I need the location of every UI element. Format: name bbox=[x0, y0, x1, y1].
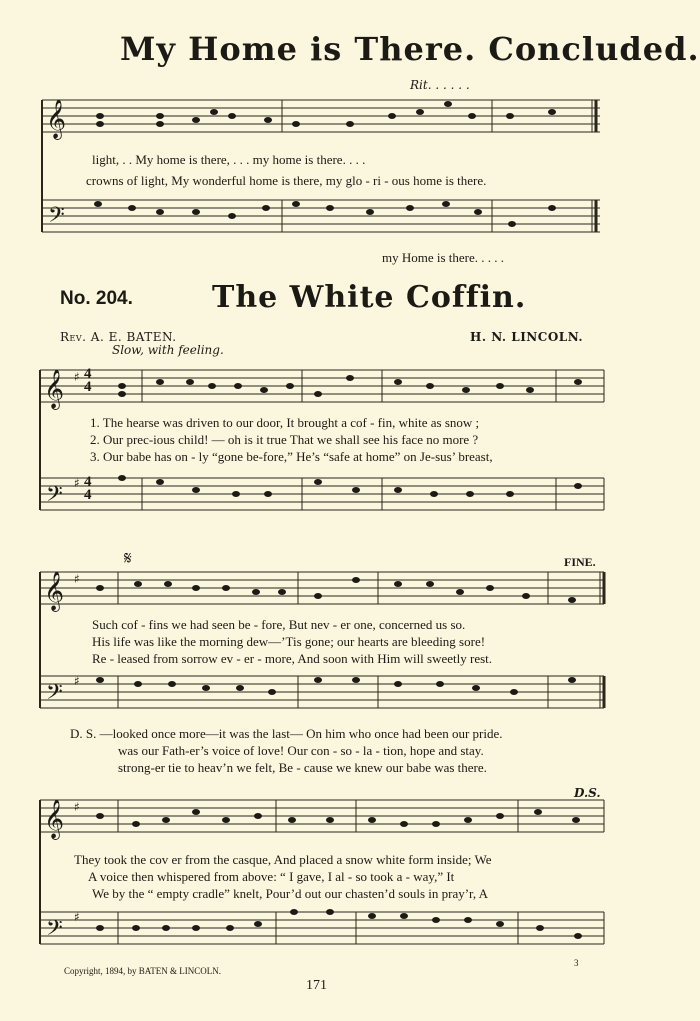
copyright-notice: Copyright, 1894, by BATEN & LINCOLN. bbox=[64, 966, 221, 976]
svg-text:𝄢: 𝄢 bbox=[48, 203, 65, 233]
ds-marking: D.S. bbox=[574, 786, 601, 800]
page-title: My Home is There. Concluded. bbox=[120, 30, 700, 68]
svg-text:𝄞: 𝄞 bbox=[44, 571, 65, 611]
verse-3-line-3: We by the “ empty cradle” knelt, Pour’d out our chasten’d souls in pray’r, A bbox=[92, 886, 489, 901]
svg-text:𝄢: 𝄢 bbox=[46, 680, 63, 710]
ds-verse-2: was our Fath-er’s voice of love! Our con - so - la - tion, hope and stay. bbox=[118, 743, 484, 758]
svg-text:♯: ♯ bbox=[74, 800, 80, 814]
svg-text:𝄢: 𝄢 bbox=[46, 482, 63, 512]
top-bass-lyric: my Home is there. . . . . bbox=[382, 250, 505, 265]
segno-sign: 𝄋 bbox=[124, 548, 132, 569]
fine-marking: FINE. bbox=[564, 555, 596, 569]
verse-1-line-2: Such cof - fins we had seen be - fore, But nev - er one, concerned us so. bbox=[92, 617, 466, 632]
top-lyric-line-1: light, . . My home is there, . . . my home is there. . . . bbox=[92, 152, 366, 167]
svg-text:♯: ♯ bbox=[74, 572, 80, 586]
hymn-number: No. 204. bbox=[60, 288, 133, 309]
svg-text:𝄢: 𝄢 bbox=[46, 916, 63, 946]
small-mark: 3 bbox=[574, 958, 579, 968]
svg-text:𝄞: 𝄞 bbox=[44, 799, 65, 839]
rit-marking: Rit. . . . . . bbox=[410, 78, 470, 92]
verse-2-line-2: His life was like the morning dew—’Tis gone; our hearts are bleeding sore! bbox=[92, 634, 486, 649]
hymn-composer: H. N. LINCOLN. bbox=[470, 330, 584, 344]
svg-text:♯: ♯ bbox=[74, 674, 80, 688]
hymn-tempo: Slow, with feeling. bbox=[112, 343, 224, 357]
ds-verse-3: strong-er tie to heav’n we felt, Be - cause we knew our babe was there. bbox=[118, 760, 487, 775]
svg-text:𝄞: 𝄞 bbox=[44, 369, 65, 409]
svg-text:♯: ♯ bbox=[74, 910, 80, 924]
verse-3-line-2: Re - leased from sorrow ev - er - more, And soon with Him will sweetly rest. bbox=[92, 651, 493, 666]
svg-text:♯: ♯ bbox=[74, 476, 80, 490]
top-lyric-line-2: crowns of light, My wonderful home is there, my glo - ri - ous home is there. bbox=[86, 173, 487, 188]
time-signature-bass: 4 4 bbox=[84, 474, 92, 503]
time-signature-treble: 4 4 bbox=[84, 366, 92, 395]
page-number: 171 bbox=[306, 978, 327, 993]
hymn-title: The White Coffin. bbox=[212, 280, 527, 315]
svg-text:𝄞: 𝄞 bbox=[46, 99, 67, 139]
ds-verse-1: D. S. —looked once more—it was the last— On him who once had been our pride. bbox=[70, 726, 503, 741]
verse-1-line-3: They took the cov er from the casque, And placed a snow white form inside; We bbox=[74, 852, 492, 867]
svg-text:♯: ♯ bbox=[74, 370, 80, 384]
verse-3-line-1: 3. Our babe has on - ly “gone be-fore,” He’s “safe at home” on Je-sus’ breast, bbox=[90, 449, 493, 464]
verse-2-line-3: A voice then whispered from above: “ I gave, I al - so took a - way,” It bbox=[88, 869, 455, 884]
hymn-author: Rev. A. E. BATEN. bbox=[60, 330, 177, 344]
verse-2-line-1: 2. Our prec-ious child! — oh is it true That we shall see his face no more ? bbox=[90, 432, 479, 447]
verse-1-line-1: 1. The hearse was driven to our door, It brought a cof - fin, white as snow ; bbox=[90, 415, 480, 430]
